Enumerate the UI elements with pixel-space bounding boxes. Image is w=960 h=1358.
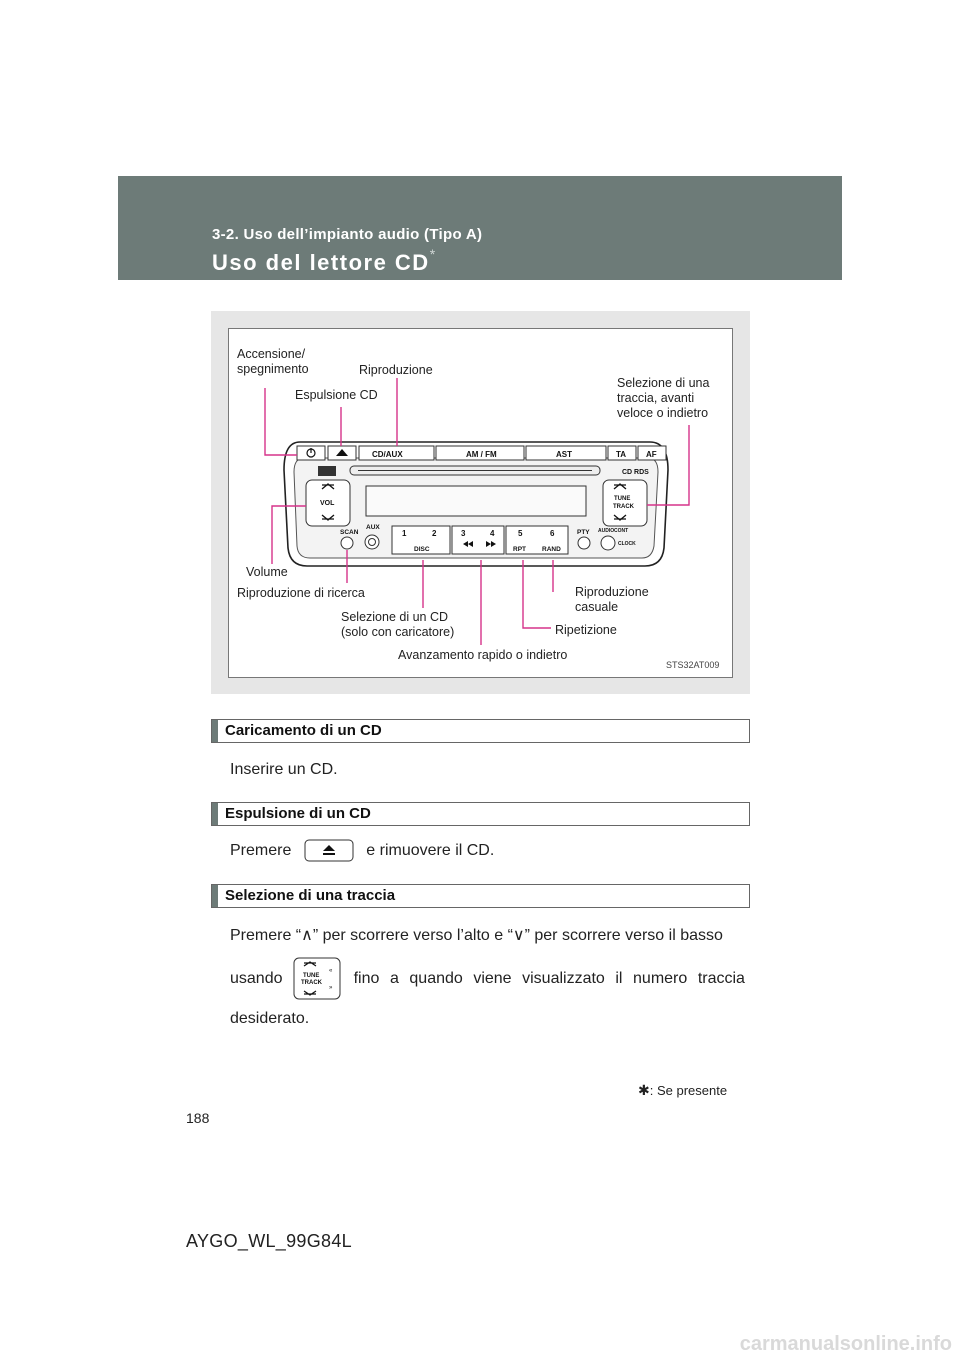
eject-text-before: Premere: [230, 842, 292, 860]
panel-tune: TUNE: [614, 496, 631, 502]
panel-scan: SCAN: [340, 529, 359, 536]
track-word: visualizzato: [522, 970, 605, 987]
svg-text:TRACK: TRACK: [301, 980, 323, 986]
page-title-text: Uso del lettore CD: [212, 250, 430, 275]
track-word: numero: [633, 970, 688, 987]
section-label: 3-2. Uso dell’impianto audio (Tipo A): [212, 226, 483, 243]
panel-af: AF: [646, 450, 657, 459]
panel-cont: CONT: [614, 528, 629, 534]
track-word: a: [389, 970, 399, 987]
panel-ast: AST: [556, 450, 572, 459]
svg-text:«: «: [329, 968, 333, 974]
panel-cdrds: CD RDS: [622, 469, 649, 476]
asterisk-icon: ✱: [638, 1082, 650, 1098]
scan-button: [341, 537, 353, 549]
svg-text:TUNE: TUNE: [303, 973, 320, 979]
callout-rpt: Ripetizione: [555, 623, 617, 637]
track-word: traccia: [697, 970, 745, 987]
figure-code: STS32AT009: [666, 660, 720, 670]
svg-text:»: »: [329, 985, 333, 991]
pty-button: [578, 537, 590, 549]
track-word: viene: [473, 970, 512, 987]
callout-ff: Avanzamento rapido o indietro: [398, 648, 568, 662]
footnote-text: : Se presente: [649, 1083, 728, 1098]
callout-track: Selezione di una traccia, avanti veloce o indietro: [617, 376, 710, 420]
load-instruction: Inserire un CD.: [230, 761, 338, 778]
footnote: [638, 1082, 727, 1099]
audio-control-knob: [601, 536, 615, 550]
panel-n2: 2: [432, 529, 437, 538]
track-instruction-line1: Premere “∧” per scorrere verso l’alto e “∨” per scorrere verso il basso: [230, 927, 723, 944]
track-instruction-line2: [230, 957, 745, 1001]
mp3-logo: [318, 466, 336, 476]
radio-display: [366, 486, 586, 516]
callout-scan: Riproduzione di ricerca: [237, 586, 365, 600]
panel-rand: RAND: [542, 546, 561, 553]
panel-n3: 3: [461, 529, 466, 538]
section-tab: [212, 803, 218, 825]
callout-rand: Riproduzione casuale: [575, 585, 649, 614]
track-instruction-line3: desiderato.: [230, 1010, 310, 1027]
panel-vol: VOL: [320, 500, 335, 507]
panel-ta: TA: [616, 450, 627, 459]
section-tab: [212, 885, 218, 907]
preset-34-button: [452, 526, 504, 554]
callout-power: Accensione/ spegnimento: [237, 347, 309, 376]
callout-line-rpt: [523, 560, 551, 628]
section-title-track: Selezione di una traccia: [225, 887, 396, 904]
callout-disc: Selezione di un CD (solo con caricatore): [341, 610, 455, 639]
eject-instruction: [230, 838, 494, 864]
section-title-eject: Espulsione di un CD: [225, 805, 371, 822]
track-word: il: [615, 970, 623, 987]
panel-aux: AUX: [366, 524, 380, 531]
panel-n4: 4: [490, 529, 495, 538]
asterisk-mark: *: [429, 246, 437, 262]
panel-cdaux: CD/AUX: [372, 450, 403, 459]
watermark: carmanualsonline.info: [739, 1333, 952, 1355]
page-number: 188: [186, 1110, 210, 1126]
callout-eject: Espulsione CD: [295, 388, 378, 402]
eject-text-after: e rimuovere il CD.: [366, 842, 495, 860]
panel-n6: 6: [550, 529, 555, 538]
document-code: AYGO_WL_99G84L: [186, 1231, 352, 1251]
panel-pty: PTY: [577, 529, 590, 536]
eject-button-icon: [304, 838, 354, 864]
panel-disc: DISC: [414, 546, 430, 553]
section-heading-eject: [211, 802, 750, 826]
callout-volume: Volume: [246, 565, 288, 579]
tune-track-button-icon: [293, 957, 343, 1001]
panel-amfm: AM / FM: [466, 450, 497, 459]
panel-audio: AUDIO: [598, 528, 615, 534]
section-heading-track: [211, 884, 750, 908]
panel-n1: 1: [402, 529, 407, 538]
panel-clock: CLOCK: [618, 541, 636, 547]
section-title-load: Caricamento di un CD: [225, 722, 382, 739]
track-word: quando: [409, 970, 463, 987]
panel-rpt: RPT: [513, 546, 526, 553]
section-heading-load: [211, 719, 750, 743]
track-word: usando: [230, 970, 283, 987]
panel-n5: 5: [518, 529, 523, 538]
section-tab: [212, 720, 218, 742]
panel-track: TRACK: [613, 504, 634, 510]
track-word: fino: [353, 970, 380, 987]
callout-play: Riproduzione: [359, 363, 433, 377]
